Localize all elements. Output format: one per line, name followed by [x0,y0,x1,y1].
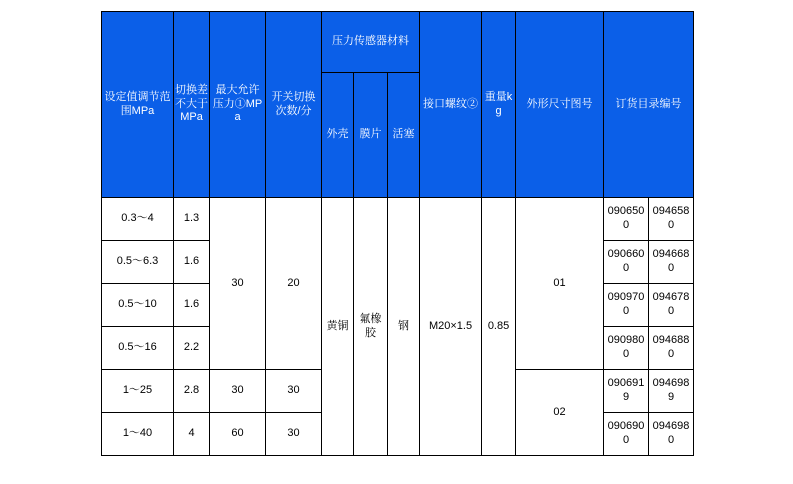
header-sensor-piston: 活塞 [388,73,420,198]
cell-order-a: 0906600 [604,241,649,284]
cell-order-a: 0906500 [604,198,649,241]
cell-sensor-shell: 黄铜 [322,198,354,456]
cell-sensor-piston: 钢 [388,198,420,456]
table-header-row-1 [102,12,694,73]
cell-switch-diff: 1.6 [174,241,210,284]
header-set-range: 设定值调节范围MPa [102,12,174,198]
spec-sheet [101,11,693,456]
cell-switch-diff: 4 [174,413,210,456]
header-switch-count: 开关切换次数/分 [266,12,322,198]
cell-switch-count-merged: 20 [266,198,322,370]
cell-switch-diff: 2.2 [174,327,210,370]
cell-switch-diff: 2.8 [174,370,210,413]
cell-order-b: 0946989 [649,370,694,413]
cell-sensor-diaphragm: 氟橡胶 [354,198,388,456]
cell-set-range: 1～25 [102,370,174,413]
cell-switch-diff: 1.6 [174,284,210,327]
cell-switch-diff: 1.3 [174,198,210,241]
cell-set-range: 1～40 [102,413,174,456]
cell-order-b: 0946780 [649,284,694,327]
cell-dimension-drawing-02: 02 [516,370,604,456]
specification-table [101,11,694,456]
cell-set-range: 0.3～4 [102,198,174,241]
header-connection-thread: 接口螺纹② [420,12,482,198]
header-sensor-shell: 外壳 [322,73,354,198]
header-sensor-material-group: 压力传感器材料 [322,12,420,73]
cell-switch-count: 30 [266,413,322,456]
cell-set-range: 0.5～16 [102,327,174,370]
cell-dimension-drawing-01: 01 [516,198,604,370]
cell-order-a: 0909800 [604,327,649,370]
cell-connection-thread: M20×1.5 [420,198,482,456]
header-switch-diff: 切换差不大于MPa [174,12,210,198]
header-dimension-drawing: 外形尺寸图号 [516,12,604,198]
cell-order-b: 0946980 [649,413,694,456]
cell-max-pressure: 30 [210,370,266,413]
cell-order-b: 0946580 [649,198,694,241]
cell-order-a: 0906919 [604,370,649,413]
cell-order-a: 0909700 [604,284,649,327]
header-max-pressure: 最大允许压力①MPa [210,12,266,198]
cell-order-a: 0906900 [604,413,649,456]
header-sensor-diaphragm: 膜片 [354,73,388,198]
cell-set-range: 0.5～6.3 [102,241,174,284]
cell-max-pressure-merged: 30 [210,198,266,370]
header-weight: 重量kg [482,12,516,198]
cell-weight: 0.85 [482,198,516,456]
cell-switch-count: 30 [266,370,322,413]
cell-order-b: 0946880 [649,327,694,370]
cell-max-pressure: 60 [210,413,266,456]
cell-order-b: 0946680 [649,241,694,284]
header-order-catalog-number: 订货目录编号 [604,12,694,198]
table-row [102,198,694,241]
cell-set-range: 0.5～10 [102,284,174,327]
